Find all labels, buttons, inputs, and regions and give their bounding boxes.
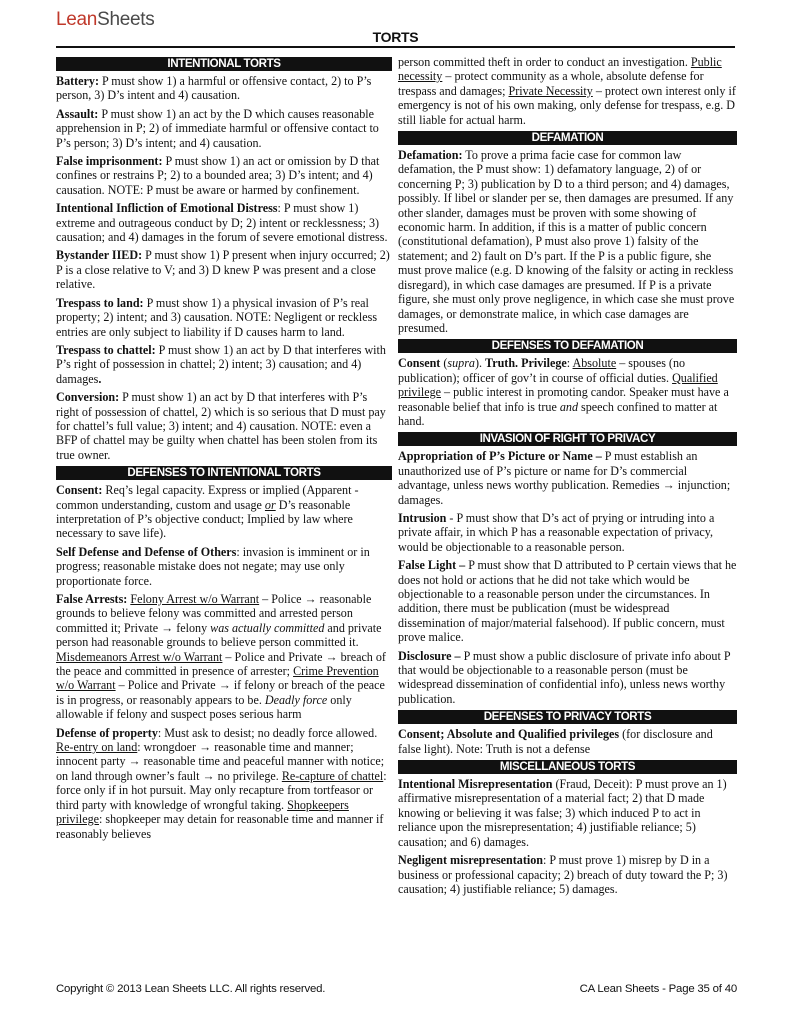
iied-paragraph: [56, 201, 392, 244]
deadly-force-label: Deadly force: [264, 692, 328, 707]
continued-paragraph: [398, 55, 737, 127]
trespass-chattel-end: .: [98, 371, 102, 386]
ct-text-6: speech confined to matter at hand.: [398, 399, 718, 428]
false-light-paragraph: [398, 558, 737, 644]
intentional-misrep-paragraph: [398, 777, 737, 849]
supra-label: supra: [447, 356, 475, 371]
disclosure-term: Disclosure –: [398, 648, 461, 663]
trespass-chattel-term: Trespass to chattel:: [56, 342, 156, 357]
conversion-term: Conversion:: [56, 390, 120, 405]
trespass-land-text: P must show 1) a physical invasion of P’s real property; 2) intent; and 3) causation. NOTE: Negligent or reckless entries are only subject to liability if D causes harm to land.: [56, 295, 378, 339]
trespass-land-paragraph: [56, 296, 392, 339]
false-imprisonment-paragraph: [56, 154, 392, 197]
logo-lean: Lean: [56, 9, 98, 30]
negligent-misrep-paragraph: [398, 853, 737, 896]
consent-text-1: Req’s legal capacity. Express or implied (Apparent - common understanding, custom and usage: [56, 483, 359, 512]
defamation-paragraph: [398, 148, 737, 335]
false-arrests-text-2: and private person had reasonable grounds to believe person committed it.: [56, 620, 382, 650]
intrusion-term: Intrusion: [398, 510, 447, 525]
false-arrests-text-3: – Police and Private → breach of the peace and committed in presence of arrester;: [56, 649, 386, 679]
false-arrests-italic-1: was actually committed: [210, 620, 325, 635]
false-arrests-paragraph: [56, 592, 392, 722]
section-header-intentional-torts: INTENTIONAL TORTS: [56, 57, 392, 71]
right-column: [398, 55, 737, 900]
consent-term: Consent:: [56, 483, 103, 498]
battery-text: P must show 1) a harmful or offensive contact, 2) to P’s person, 3) D’s intent and 4) causation.: [56, 74, 372, 103]
appropriation-text: P must establish an unauthorized use of P’s picture or name for D’s commercial advantage, unless news worthy publication. Remedies → injunction; damages.: [398, 449, 731, 507]
bystander-term: Bystander IIED:: [56, 248, 143, 263]
false-light-term: False Light –: [398, 558, 466, 573]
defamation-text: To prove a prima facie case for common law defamation, the P must show: 1) defamatory language, 2) of or concerning P; 3) publication by D to a third person; and 4) damages, possibly. If libel or slander per se, then damages are presumed. If any other slander, damages must be proven with some showing of economic harm. In addition, if this is a matter of public concern (constitutional defamation), P must also prove 1) falsity of the statement; and 2) fault on D’s part. If the P is a public figure, she must prove malice (e.g. D knowing of the falsity or acting in reckless disregard), in which case damages are presumed. If P is a private figure, she must only prove negligence, in which case she must prove damages, or demonstrate malice, in which case damages are presumed.: [398, 148, 735, 335]
logo: [56, 9, 154, 31]
public-necessity-label: Public necessity: [398, 55, 722, 84]
truth-label: Truth.: [485, 356, 519, 371]
recapture-chattel-label: Re-capture of chattel: [281, 768, 384, 783]
section-header-defamation: DEFAMATION: [398, 131, 737, 145]
consent-truth-paragraph: [398, 356, 737, 428]
footer-copyright: Copyright © 2013 Lean Sheets LLC. All rights reserved.: [56, 983, 326, 995]
intentional-misrep-text: (Fraud, Deceit): P must prove an 1) affirmative misrepresentation of a material fact; 2) that D made knowing or believing it was false; 3) which induced P to act in reliance upon the misrepresentation; 4) justifiable reliance; 5) causation; and 6) damages.: [398, 777, 727, 849]
privacy-defenses-text: (for disclosure and false light). Note: Truth is not a defense: [398, 727, 713, 756]
iied-text: : P must show 1) extreme and outrageous conduct by D; 2) intent or recklessness; 3) causation; and 4) damages in the forum of severe emotional distress.: [56, 201, 388, 245]
battery-term: Battery:: [56, 74, 99, 88]
assault-paragraph: [56, 107, 392, 150]
disclosure-text: P must show a public disclosure of private info about P that would be objectionable to a reasonable person (must be widespread dissemination of confidential info), unless news worthy publication.: [398, 648, 731, 706]
absolute-label: Absolute: [572, 356, 617, 371]
section-header-invasion-privacy: INVASION OF RIGHT TO PRIVACY: [398, 432, 737, 446]
bystander-paragraph: [56, 248, 392, 291]
and-label: and: [559, 399, 579, 414]
ct-text-3: :: [566, 356, 573, 371]
false-arrests-term: False Arrests:: [56, 592, 128, 606]
trespass-land-term: Trespass to land:: [56, 295, 144, 310]
conversion-paragraph: [56, 390, 392, 462]
ct-text-1: ).: [474, 356, 486, 371]
privacy-defenses-term: Consent; Absolute and Qualified privileges: [398, 727, 620, 742]
felony-arrest-label: Felony Arrest w/o Warrant: [130, 592, 260, 606]
footer-page-number: CA Lean Sheets - Page 35 of 40: [579, 983, 737, 995]
trespass-chattel-text: P must show 1) an act by D that interferes with P’s right of possession in chattel; 2) intent; 3) causation; and 4) damages: [56, 342, 386, 386]
assault-text: P must show 1) an act by the D which causes reasonable apprehension in P; 2) of immediate harmful or offensive contact to P’s person; 3) D’s intent; and 4) causation.: [56, 106, 379, 150]
header-rule: [56, 46, 735, 48]
disclosure-paragraph: [398, 649, 737, 707]
privacy-defenses-paragraph: [398, 727, 737, 756]
section-header-misc-torts: MISCELLANEOUS TORTS: [398, 760, 737, 774]
appropriation-paragraph: [398, 449, 737, 507]
battery-paragraph: [56, 74, 392, 103]
misdemeanor-arrest-label: Misdemeanors Arrest w/o Warrant: [56, 649, 223, 664]
intrusion-text: - P must show that D’s act of prying or intruding into a private affair, in which P has a reasonable expectation of privacy, would be objectionable to a reasonable person.: [398, 510, 715, 554]
defamation-term: Defamation:: [398, 148, 463, 163]
reentry-land-label: Re-entry on land: [56, 740, 138, 755]
iied-term: Intentional Infliction of Emotional Distress: [56, 201, 278, 216]
negligent-misrep-text: : P must prove 1) misrep by D in a business or professional capacity; 2) breach of duty toward the P; 3) causation; 4) justifiable reliance; 5) damages.: [398, 853, 728, 896]
false-arrests-text-5: only allowable if felony and suspect poses serious harm: [56, 692, 352, 722]
section-header-defenses-privacy: DEFENSES TO PRIVACY TORTS: [398, 710, 737, 724]
continued-text-0: person committed theft in order to conduct an investigation.: [398, 55, 691, 69]
defense-property-text-2: : force only if in hot pursuit. May only recapture from tortfeasor or third party with knowledge of wrongful taking.: [56, 768, 387, 812]
privilege-label: Privilege: [521, 356, 567, 371]
private-necessity-label: Private Necessity: [508, 83, 593, 98]
ct-text-0: (: [440, 356, 448, 371]
negligent-misrep-term: Negligent misrepresentation: [398, 853, 543, 868]
section-header-defenses-defamation: DEFENSES TO DEFAMATION: [398, 339, 737, 353]
bystander-text: P must show 1) P present when injury occurred; 2) P is a close relative to V; and 3) D knew P was present and a close relative.: [56, 248, 390, 292]
intrusion-paragraph: [398, 511, 737, 554]
false-arrests-text-1: – Police → reasonable grounds to believe felony was committed and arrested person committed it; Private → felony: [56, 592, 372, 635]
false-imprisonment-text: P must show 1) an act or omission by D that confines or restrains P; 2) to a bounded area; 3) D’s intent; and 4) causation. NOTE: P must be aware or harmed by confinement.: [56, 154, 380, 197]
false-imprisonment-term: False imprisonment:: [56, 154, 163, 169]
left-column: [56, 55, 392, 845]
defense-property-term: Defense of property: [56, 725, 158, 740]
defense-property-text-0: : Must ask to desist; no deadly force allowed.: [157, 725, 378, 740]
false-light-text: P must show that D attributed to P certain views that he does not hold or actions that he did not take which would be objectionable to a reasonable person under the circumstances. In addition, there must be publication (must be widespread dissemination of major/material falsehood). If public concern, must prove malice.: [398, 558, 737, 645]
defense-property-text-3: : shopkeeper may detain for reasonable time and manner if reasonably believes: [56, 812, 384, 841]
self-defense-text: : invasion is imminent or in progress; reasonable mistake does not negate; may use only proportionate force.: [56, 544, 370, 588]
continued-text-1: – protect community as a whole, absolute defense for trespass and damages;: [398, 69, 704, 98]
logo-sheets: Sheets: [97, 9, 155, 30]
shopkeepers-privilege-label: Shopkeepers privilege: [56, 797, 349, 827]
consent-text-2: D’s reasonable interpretation of P’s objective conduct; Implied by law where necessary to save life).: [56, 497, 353, 541]
appropriation-term: Appropriation of P’s Picture or Name –: [398, 449, 602, 464]
section-header-defenses-intentional: DEFENSES TO INTENTIONAL TORTS: [56, 466, 392, 480]
defense-property-text-1: : wrongdoer → reasonable time and manner; innocent party → reasonable time and peaceful manner with notice; on land through owner’s fault → no privilege.: [56, 740, 385, 783]
self-defense-paragraph: [56, 545, 392, 588]
assault-term: Assault:: [56, 106, 99, 121]
consent-or: or: [264, 497, 276, 512]
ct-text-5: – public interest in promoting candor. Speaker must have a reasonable belief that info is true: [398, 385, 729, 414]
trespass-chattel-paragraph: [56, 343, 392, 386]
consent-label: Consent: [398, 356, 441, 371]
conversion-text: P must show 1) an act by D that interferes with P’s right of possession of chattel, 2) which is so serious that D must pay for chattel’s full value; 3) intent; and 4) causation. NOTE: even a BFP of chattel may be guilty when chattel has been stolen from its true owner.: [56, 390, 386, 462]
intentional-misrep-term: Intentional Misrepresentation: [398, 777, 553, 792]
ct-text-4: – spouses (no publication); officer of gov’t in course of official duties.: [398, 356, 686, 385]
qualified-privilege-label: Qualified privilege: [398, 370, 718, 400]
consent-paragraph: [56, 483, 392, 541]
defense-property-paragraph: [56, 726, 392, 841]
continued-text-2: – protect own interest only if emergency is not of his own making, only defense for trespass, e.g. D still liable for actual harm.: [398, 83, 736, 127]
self-defense-term: Self Defense and Defense of Others: [56, 544, 237, 559]
crime-prevention-label: Crime Prevention w/o Warrant: [56, 664, 379, 693]
false-arrests-text-4: – Police and Private → if felony or breach of the peace is in progress, or reasonably appears to be.: [56, 678, 385, 707]
page-title: TORTS: [372, 29, 419, 45]
